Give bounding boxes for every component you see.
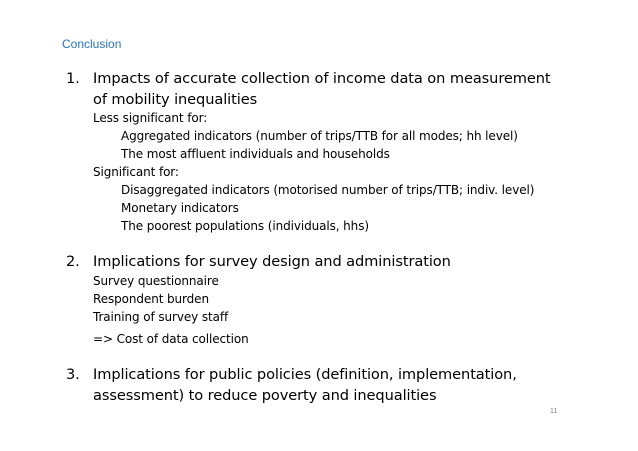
significant-label: Significant for: bbox=[93, 165, 179, 179]
item-heading-line-1: Impacts of accurate collection of income data on measurement bbox=[93, 70, 551, 87]
item-heading bbox=[93, 364, 623, 406]
item-number: 3. bbox=[66, 366, 80, 383]
page-number: 11 bbox=[550, 408, 558, 415]
less-significant-point: The most affluent individuals and households bbox=[121, 147, 390, 161]
item-number: 2. bbox=[66, 253, 80, 270]
survey-point: Respondent burden bbox=[93, 292, 209, 306]
less-significant-label: Less significant for: bbox=[93, 111, 208, 125]
item-heading bbox=[93, 251, 623, 272]
survey-result: => Cost of data collection bbox=[93, 332, 249, 346]
slide-title: Conclusion bbox=[62, 37, 122, 51]
survey-point: Survey questionnaire bbox=[93, 274, 219, 288]
significant-point: Disaggregated indicators (motorised number of trips/TTB; indiv. level) bbox=[121, 183, 535, 197]
survey-point: Training of survey staff bbox=[93, 310, 229, 324]
item-heading-line-2: of mobility inequalities bbox=[93, 91, 258, 108]
significant-point: The poorest populations (individuals, hhs) bbox=[121, 219, 369, 233]
item-heading-line-1: Implications for public policies (definition, implementation, bbox=[93, 366, 517, 383]
item-heading-line-1: Implications for survey design and administration bbox=[93, 253, 451, 270]
item-heading-line-2: assessment) to reduce poverty and inequalities bbox=[93, 387, 437, 404]
item-heading bbox=[93, 68, 623, 110]
significant-point: Monetary indicators bbox=[121, 201, 239, 215]
item-number: 1. bbox=[66, 70, 80, 87]
less-significant-point: Aggregated indicators (number of trips/TTB for all modes; hh level) bbox=[121, 129, 518, 143]
